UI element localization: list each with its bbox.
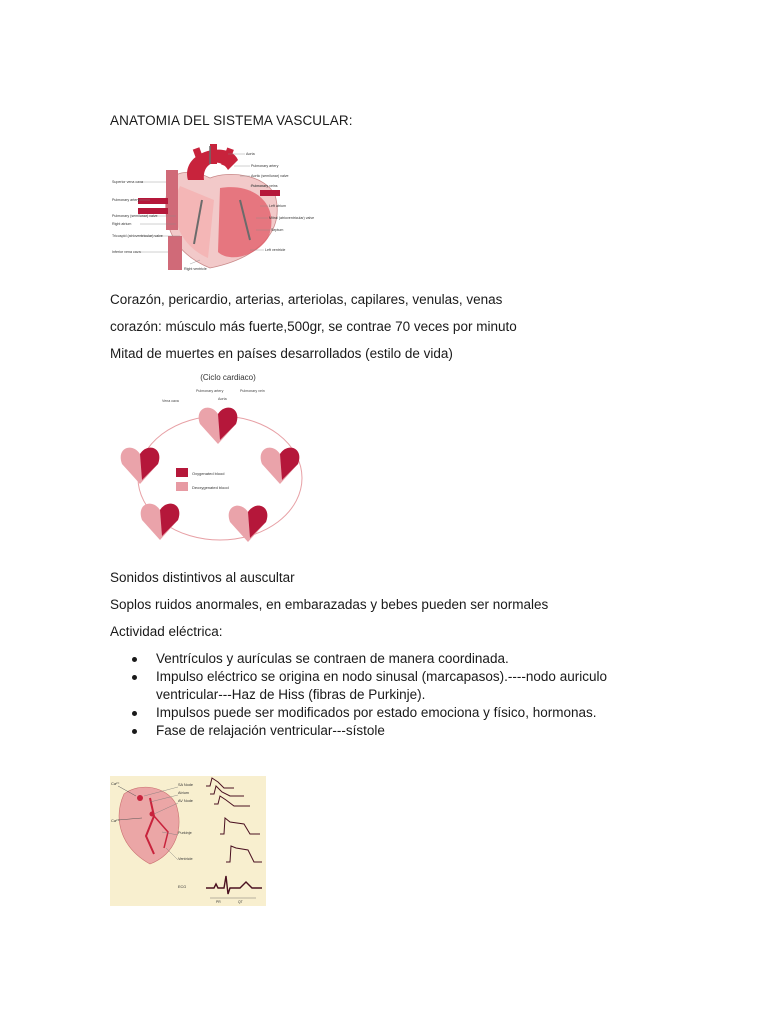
bullet-item [110, 668, 630, 704]
label-septum: Septum [271, 228, 284, 232]
bullet-dot-icon [132, 675, 137, 680]
bullet-text: Impulso eléctrico se origina en nodo sinusal (marcapasos).----nodo auriculo ventricular---Haz de Hiss (fibras de Purkinje). [156, 669, 607, 702]
ca-label-bottom: Ca²⁺ [111, 818, 120, 823]
trace-label-atrium: Atrium [178, 791, 189, 795]
paragraph-3: Mitad de muertes en países desarrollados (estilo de vida) [110, 346, 453, 361]
trace-label-ventricle: Ventricle [178, 857, 193, 861]
cycle-label-pulmonary-vein: Pulmonary vein [240, 389, 265, 393]
bullet-item [110, 722, 630, 740]
paragraph-1: Corazón, pericardio, arterias, arteriolas, capilares, venulas, venas [110, 292, 503, 307]
bullet-dot-icon [132, 729, 137, 734]
label-right-ventricle: Right ventricle [184, 267, 207, 271]
bullet-text: Ventrículos y aurículas se contraen de manera coordinada. [156, 651, 509, 666]
trace-label-sa-node: SA Node [178, 783, 193, 787]
label-pulmonary-veins: Pulmonary veins [251, 184, 278, 188]
trace-label-av-node: AV Node [178, 799, 193, 803]
interval-label-pr: PR [216, 900, 221, 904]
bullet-text: Impulsos puede ser modificados por estado emociona y físico, hormonas. [156, 705, 597, 720]
legend-swatch-deoxygenated [176, 482, 188, 491]
label-aortic-valve: Aortic (semilunar) valve [251, 174, 289, 178]
bullet-dot-icon [132, 711, 137, 716]
paragraph-4: Sonidos distintivos al auscultar [110, 570, 295, 585]
cardiac-cycle-figure [110, 368, 328, 558]
trace-label-purkinje: Purkinje [178, 831, 192, 835]
label-pulmonary-valve: Pulmonary (semilunar) valve [112, 214, 158, 218]
label-pulmonary-artery-right: Pulmonary artery [251, 164, 279, 168]
label-left-ventricle: Left ventricle [265, 248, 286, 252]
paragraph-2: corazón: músculo más fuerte,500gr, se contrae 70 veces por minuto [110, 319, 517, 334]
label-right-atrium: Right atrium [112, 222, 132, 226]
interval-label-qt: QT [238, 900, 243, 904]
cycle-title: (Ciclo cardiaco) [200, 373, 256, 382]
section-heading: ANATOMIA DEL SISTEMA VASCULAR: [110, 113, 353, 128]
label-mitral-valve: Mitral (atrioventricular) valve [269, 216, 315, 220]
legend-label-deoxygenated: Deoxygenated blood [192, 485, 229, 490]
bullet-dot-icon [132, 657, 137, 662]
cycle-label-aorta: Aorta [218, 397, 227, 401]
bullet-item [110, 650, 630, 668]
paragraph-6: Actividad eléctrica: [110, 624, 223, 639]
paragraph-5: Soplos ruidos anormales, en embarazadas y bebes pueden ser normales [110, 597, 549, 612]
bullet-text: Fase de relajación ventricular---sístole [156, 723, 385, 738]
conduction-system-figure [110, 776, 266, 906]
ca-label-top: Ca²⁺ [111, 781, 120, 786]
label-aorta: Aorta [246, 152, 255, 156]
cycle-label-vena-cava: Vena cava [162, 399, 179, 403]
bullet-item [110, 704, 630, 722]
bullet-list [110, 650, 630, 740]
label-left-atrium: Left atrium [269, 204, 286, 208]
legend-swatch-oxygenated [176, 468, 188, 477]
label-inferior-vena-cava: Inferior vena cava [112, 250, 141, 254]
label-superior-vena-cava: Superior vena cava [112, 180, 143, 184]
cycle-label-pulmonary-artery: Pulmonary artery [196, 389, 224, 393]
trace-label-ecg: ECG [178, 885, 187, 889]
heart-anatomy-figure [110, 140, 315, 276]
label-tricuspid-valve: Tricuspid (atrioventricular) valve [112, 234, 163, 238]
label-pulmonary-artery-left: Pulmonary artery [112, 198, 140, 202]
legend-label-oxygenated: Oxygenated blood [192, 471, 225, 476]
